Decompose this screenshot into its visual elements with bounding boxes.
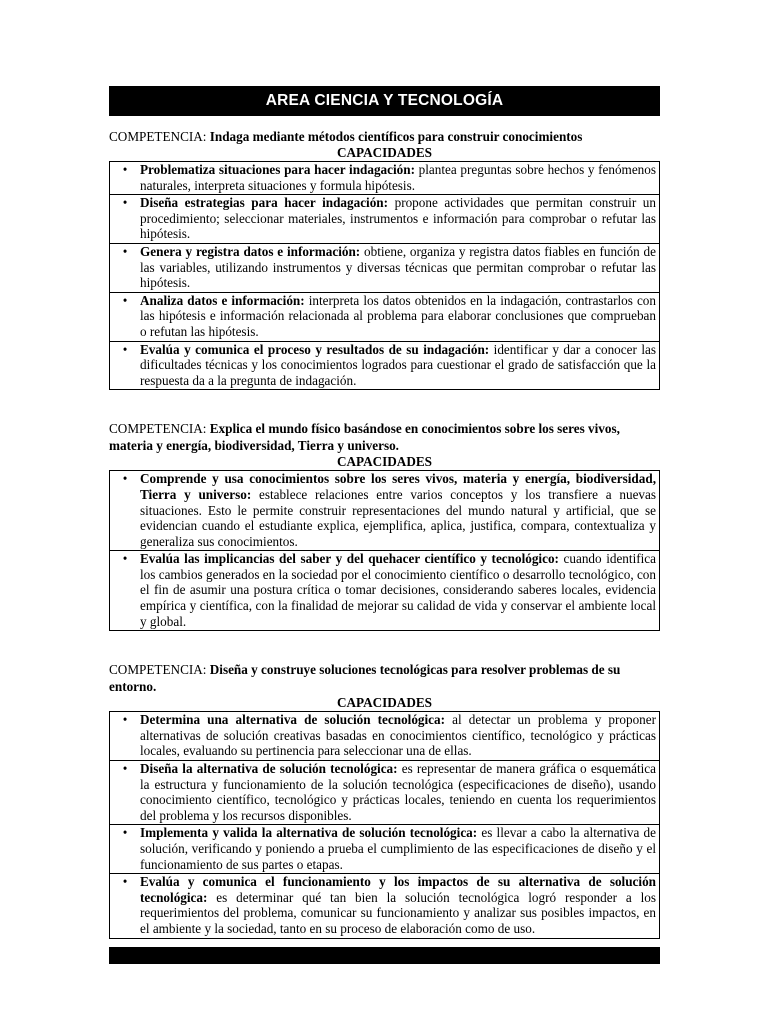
competencia-text: Diseña y construye soluciones tecnológicas para resolver problemas de su entorno. bbox=[109, 662, 621, 695]
bullet-icon: • bbox=[122, 471, 128, 487]
capacidad-title: Evalúa y comunica el funcionamiento y los impactos de su alternativa de solución tecnológica: bbox=[140, 874, 656, 905]
table-row bbox=[110, 195, 660, 244]
bullet-icon: • bbox=[122, 341, 128, 357]
list-item bbox=[110, 162, 659, 194]
competencia-text: Indaga mediante métodos científicos para construir conocimientos bbox=[206, 129, 583, 144]
capacidad-title: Diseña la alternativa de solución tecnológica: bbox=[140, 761, 398, 777]
list-item bbox=[110, 293, 659, 341]
bullet-icon: • bbox=[122, 292, 128, 308]
capacidades-table bbox=[109, 470, 660, 631]
competencia-text: Explica el mundo físico basándose en conocimientos sobre los seres vivos, materia y energía, biodiversidad, Tierra y universo. bbox=[109, 421, 620, 454]
competencia-heading bbox=[109, 128, 660, 145]
capacidad-text bbox=[140, 244, 659, 292]
capacidad-description: plantea preguntas sobre hechos y fenómenos naturales, interpreta situaciones y formula hipótesis. bbox=[140, 162, 656, 193]
document-page bbox=[109, 86, 660, 939]
page-title: AREA CIENCIA Y TECNOLOGÍA bbox=[109, 86, 660, 116]
bullet-icon: • bbox=[122, 825, 128, 841]
table-row bbox=[110, 825, 660, 874]
capacidad-title: Analiza datos e información: bbox=[140, 292, 305, 308]
table-row bbox=[110, 471, 660, 551]
competencia-label: COMPETENCIA: bbox=[109, 421, 207, 437]
capacidad-text bbox=[140, 342, 659, 390]
table-row bbox=[110, 551, 660, 631]
capacidad-cell bbox=[110, 162, 660, 195]
list-item bbox=[110, 761, 659, 824]
capacidades-heading: CAPACIDADES bbox=[336, 695, 432, 711]
capacidad-text bbox=[140, 293, 659, 341]
table-row bbox=[110, 243, 660, 292]
capacidad-description: al detectar un problema y proponer alternativas de solución creativas basadas en conocimientos científico, tecnológico y prácticas locales, evaluando su pertinencia para seleccionar una de ellas. bbox=[140, 712, 656, 759]
capacidad-cell bbox=[110, 341, 660, 390]
table-row bbox=[110, 341, 660, 390]
competencia-section bbox=[109, 661, 660, 938]
capacidad-description: cuando identifica los cambios generados en la sociedad por el conocimiento científico o desarrollo tecnológico, con el fin de asumir una postura crítica o tomar decisiones, considerando saberes locales, evidencia empírica y científica, con la finalidad de mejorar su calidad de vida y conservar el ambiente local y global. bbox=[140, 551, 656, 629]
capacidad-description: es representar de manera gráfica o esquemática la estructura y funcionamiento de la solución tecnológica (especificaciones de diseño), usando conocimiento científico, tecnológico y prácticas locales, teniendo en cuenta los requerimientos del problema y los recursos disponibles. bbox=[140, 761, 657, 823]
capacidad-cell bbox=[110, 874, 660, 938]
competencia-heading bbox=[109, 661, 660, 695]
capacidad-text bbox=[140, 761, 659, 824]
capacidades-table bbox=[109, 711, 660, 938]
list-item bbox=[110, 712, 659, 760]
competencia-label: COMPETENCIA: bbox=[109, 129, 207, 144]
capacidad-title: Genera y registra datos e información: bbox=[140, 243, 361, 259]
list-item bbox=[110, 244, 659, 292]
capacidad-title: Evalúa las implicancias del saber y del quehacer científico y tecnológico: bbox=[140, 551, 559, 567]
footer-bar bbox=[109, 947, 660, 964]
capacidad-title: Determina una alternativa de solución tecnológica: bbox=[140, 712, 446, 728]
bullet-icon: • bbox=[122, 195, 128, 211]
bullet-icon: • bbox=[122, 551, 128, 567]
capacidad-title: Diseña estrategias para hacer indagación: bbox=[140, 195, 389, 211]
table-row bbox=[110, 874, 660, 938]
table-row bbox=[110, 292, 660, 341]
capacidad-description: interpreta los datos obtenidos en la indagación, contrastarlos con las hipótesis e información relacionada al problema para elaborar conclusiones que comprueban o refutan las hipótesis. bbox=[140, 292, 656, 339]
table-row bbox=[110, 761, 660, 825]
sections-container bbox=[109, 128, 660, 939]
capacidad-description: es llevar a cabo la alternativa de solución, verificando y poniendo a prueba el cumplimiento de las especificaciones de diseño y el funcionamiento de sus partes o etapas. bbox=[140, 825, 656, 872]
capacidad-cell bbox=[110, 712, 660, 761]
table-row bbox=[110, 712, 660, 761]
capacidad-text bbox=[140, 874, 659, 937]
capacidad-description: identificar y dar a conocer las dificultades técnicas y los conocimientos logrados para cuestionar el grado de satisfacción que la respuesta da a la pregunta de indagación. bbox=[140, 341, 656, 388]
capacidad-text bbox=[140, 471, 659, 550]
list-item bbox=[110, 195, 659, 243]
competencia-section bbox=[109, 128, 660, 390]
capacidades-heading: CAPACIDADES bbox=[336, 454, 432, 470]
capacidad-description: propone actividades que permitan construir un procedimiento; seleccionar materiales, instrumentos e información para comprobar o refutar las hipótesis. bbox=[140, 195, 656, 242]
bullet-icon: • bbox=[122, 243, 128, 259]
bullet-icon: • bbox=[122, 874, 128, 890]
competencia-section bbox=[109, 420, 660, 631]
list-item bbox=[110, 471, 659, 550]
capacidad-text bbox=[140, 825, 659, 873]
capacidad-cell bbox=[110, 292, 660, 341]
list-item bbox=[110, 874, 659, 937]
capacidades-heading: CAPACIDADES bbox=[336, 145, 432, 160]
capacidad-cell bbox=[110, 551, 660, 631]
capacidades-table bbox=[109, 161, 660, 390]
capacidad-title: Comprende y usa conocimientos sobre los seres vivos, materia y energía, biodiversidad, Tierra y universo: bbox=[140, 471, 656, 502]
list-item bbox=[110, 825, 659, 873]
capacidad-text bbox=[140, 162, 659, 194]
capacidad-title: Implementa y valida la alternativa de solución tecnológica: bbox=[140, 825, 478, 841]
capacidad-text bbox=[140, 712, 659, 760]
capacidad-text bbox=[140, 551, 659, 630]
capacidad-title: Problematiza situaciones para hacer indagación: bbox=[140, 162, 415, 177]
capacidad-text bbox=[140, 195, 659, 243]
list-item bbox=[110, 551, 659, 630]
capacidad-cell bbox=[110, 761, 660, 825]
capacidad-title: Evalúa y comunica el proceso y resultados de su indagación: bbox=[140, 341, 490, 357]
list-item bbox=[110, 342, 659, 390]
competencia-label: COMPETENCIA: bbox=[109, 662, 207, 678]
capacidad-cell bbox=[110, 825, 660, 874]
capacidad-description: establece relaciones entre varios conceptos y los transfiere a nuevas situaciones. Esto le permite construir representaciones del mundo natural y artificial, que se evidencian cuando el estudiante explica, ejemplifica, aplica, justifica, compara, contextualiza y generaliza sus conocimientos. bbox=[140, 486, 656, 549]
capacidad-description: obtiene, organiza y registra datos fiables en función de las variables, utilizando instrumentos y diversas técnicas que permitan comprobar o refutar las hipótesis. bbox=[140, 243, 656, 291]
capacidad-description: es determinar qué tan bien la solución tecnológica logró responder a los requerimientos del problema, comunicar su funcionamiento y analizar sus posibles impactos, en el ambiente y la sociedad, tanto en su proceso de elaboración como de uso. bbox=[140, 889, 656, 936]
capacidad-cell bbox=[110, 471, 660, 551]
capacidad-cell bbox=[110, 243, 660, 292]
table-row bbox=[110, 162, 660, 195]
competencia-heading bbox=[109, 420, 660, 454]
capacidad-cell bbox=[110, 195, 660, 244]
bullet-icon: • bbox=[122, 712, 128, 728]
bullet-icon: • bbox=[122, 761, 128, 777]
bullet-icon: • bbox=[122, 162, 128, 177]
